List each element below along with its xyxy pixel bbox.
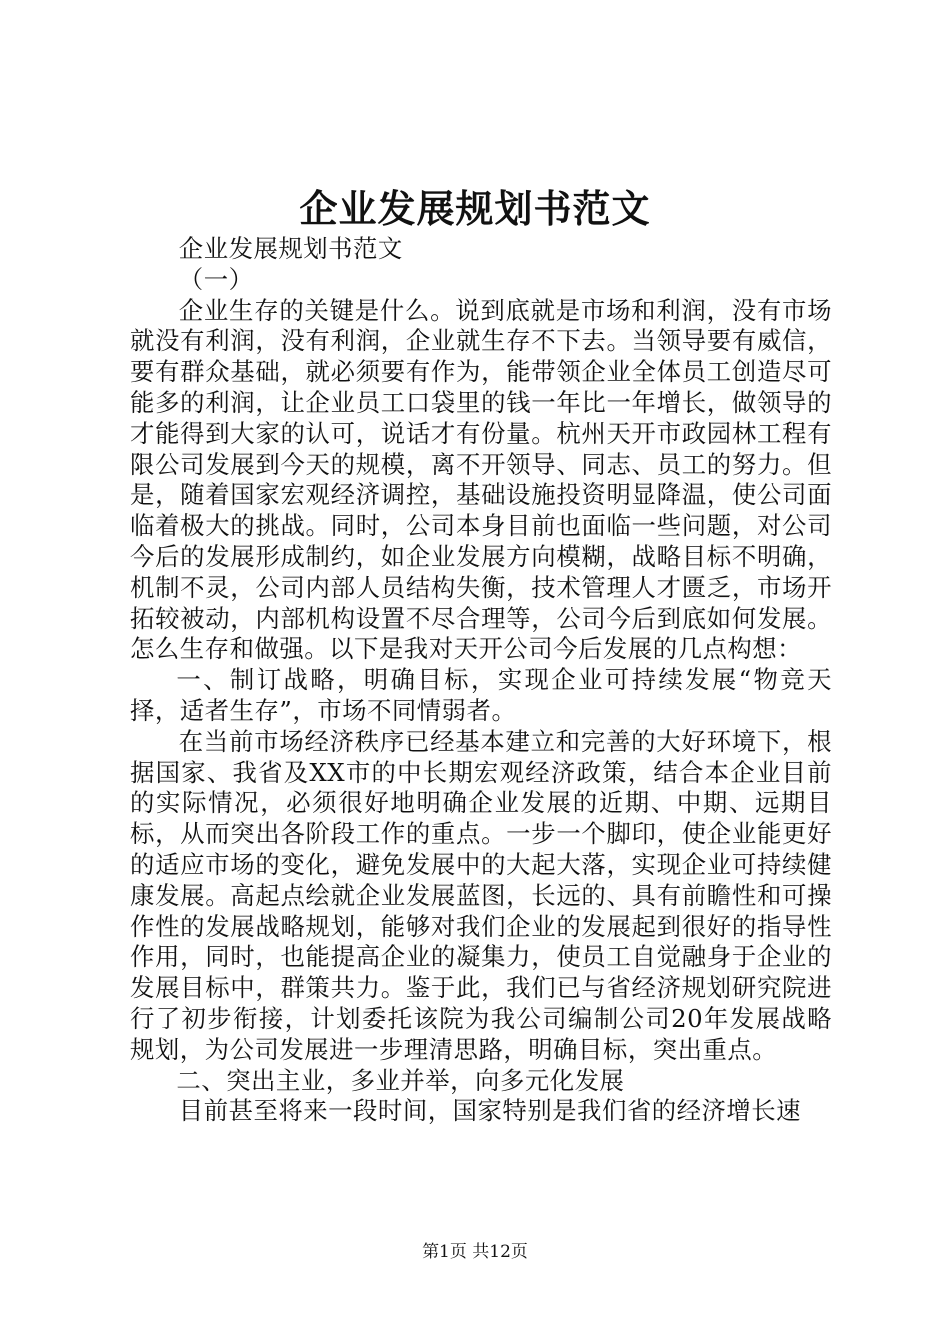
paragraph-growth: 目前甚至将来一段时间，国家特别是我们省的经济增长速 [178,1096,802,1126]
subtitle: 企业发展规划书范文 [178,234,403,263]
document-body [130,234,832,1127]
section-marker: （一） [178,264,254,294]
paragraph-intro: 企业生存的关键是什么。说到底就是市场和利润，没有市场就没有利润，没有利润，企业就生存不下去。当领导要有威信，要有群众基础，就必须要有作为，能带领企业全体员工创造尽可能多的利润，让企业员工口袋里的钱一年比一年增长，做领导的才能得到大家的认可，说话才有份量。杭州天开市政园林工程有限公司发展到今天的规模，离不开领导、同志、员工的努力。但是，随着国家宏观经济调控，基础设施投资明显降温，使公司面临着极大的挑战。同时，公司本身目前也面临一些问题，对公司今后的发展形成制约，如企业发展方向模糊，战略目标不明确，机制不灵，公司内部人员结构失衡，技术管理人才匮乏，市场开拓较被动，内部机构设置不尽合理等，公司今后到底如何发展。怎么生存和做强。以下是我对天开公司今后发展的几点构想： [130,295,832,664]
document-title: 企业发展规划书范文 [299,186,651,231]
page-footer: 第1页 共12页 [422,1242,528,1262]
paragraph-strategy: 在当前市场经济秩序已经基本建立和完善的大好环境下，根据国家、我省及XX市的中长期宏观经济政策，结合本企业目前的实际情况，必须很好地明确企业发展的近期、中期、远期目标，从而突出各阶段工作的重点。一步一个脚印，使企业能更好的适应市场的变化，避免发展中的大起大落，实现企业可持续健康发展。高起点绘就企业发展蓝图，长远的、具有前瞻性和可操作性的发展战略规划，能够对我们企业的发展起到很好的指导性作用，同时，也能提高企业的凝集力，使员工自觉融身于企业的发展目标中，群策共力。鉴于此，我们已与省经济规划研究院进行了初步衔接，计划委托该院为我公司编制公司20年发展战略规划，为公司发展进一步理清思路，明确目标，突出重点。 [130,726,832,1064]
heading-section-2: 二、突出主业，多业并举，向多元化发展 [176,1065,625,1095]
heading-section-1: 一、制订战略，明确目标，实现企业可持续发展“物竞天择，适者生存”，市场不同情弱者。 [130,665,832,725]
